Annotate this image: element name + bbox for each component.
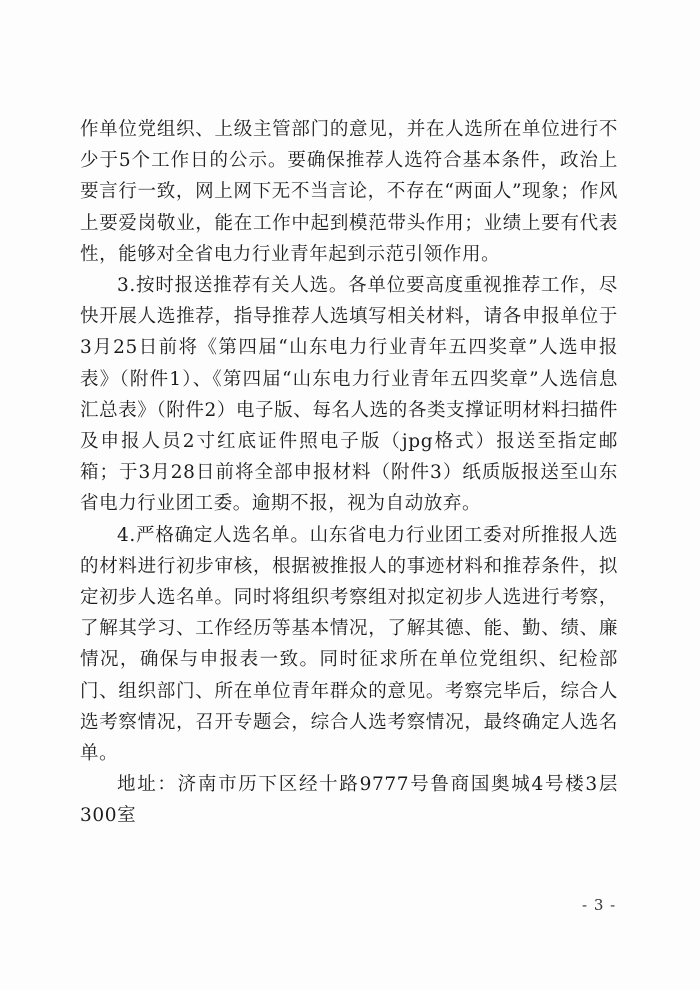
document-body [80,114,618,832]
paragraph-continuation: 作单位党组织、上级主管部门的意见，并在人选所在单位进行不少于5个工作日的公示。要确保推荐人选符合基本条件，政治上要言行一致，网上网下无不当言论，不存在“两面人”现象；作风上要爱岗敬业，能在工作中起到模范带头作用；业绩上要有代表性，能够对全省电力行业青年起到示范引领作用。 [80,119,618,265]
paragraph-address: 地址：济南市历下区经十路9777号鲁商国奥城4号楼3层300室 [80,774,618,827]
paragraph-item-3: 3.按时报送推荐有关人选。各单位要高度重视推荐工作，尽快开展人选推荐，指导推荐人选填写相关材料，请各申报单位于3月25日前将《第四届“山东电力行业青年五四奖章”人选申报表》（附件1）、《第四届“山东电力行业青年五四奖章”人选信息汇总表》（附件2）电子版、每名人选的各类支撑证明材料扫描件及申报人员2寸红底证件照电子版（jpg格式）报送至指定邮箱；于3月28日前将全部申报材料（附件3）纸质版报送至山东省电力行业团工委。逾期不报，视为自动放弃。 [80,275,618,515]
paragraph-item-4: 4.严格确定人选名单。山东省电力行业团工委对所推报人选的材料进行初步审核，根据被推报人的事迹材料和推荐条件，拟定初步人选名单。同时将组织考察组对拟定初步人选进行考察，了解其学习、工作经历等基本情况，了解其德、能、勤、绩、廉情况，确保与申报表一致。同时征求所在单位党组织、纪检部门、组织部门、所在单位青年群众的意见。考察完毕后，综合人选考察情况，召开专题会，综合人选考察情况，最终确定人选名单。 [80,524,618,765]
page-number: - 3 - [582,896,617,914]
